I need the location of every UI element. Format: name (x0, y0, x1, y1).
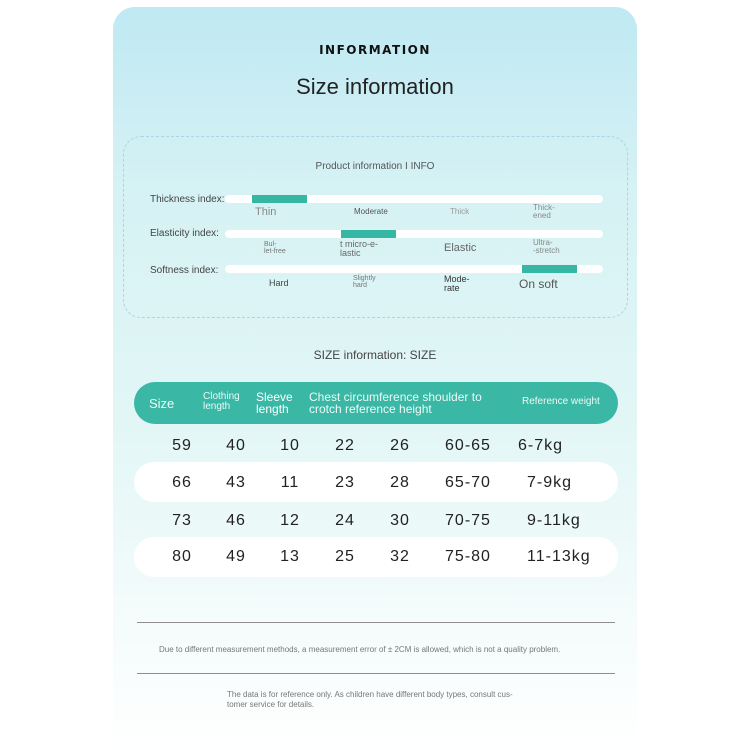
table-cell: 70-75 (445, 512, 491, 529)
thickness-index-track (225, 195, 603, 203)
thickness-option-thin: Thin (255, 206, 277, 218)
table-cell: 26 (390, 437, 410, 454)
header-chest-shoulder-crotch: Chest circumference shoulder to crotch reference height (309, 390, 482, 416)
elasticity-index-track (225, 230, 603, 238)
table-cell: 60-65 (445, 437, 491, 454)
softness-option-moderate: Mode- rate (444, 274, 470, 293)
header-size: Size (149, 396, 175, 411)
table-cell: 6-7kg (518, 437, 564, 454)
softness-index-track (225, 265, 603, 273)
thickness-index-label: Thickness index: (150, 194, 225, 205)
table-cell: 59 (172, 437, 192, 454)
brand-heading: INFORMATION (319, 43, 431, 57)
softness-option-hard: Hard (269, 278, 289, 288)
table-cell: 49 (226, 548, 246, 565)
elasticity-option-bullet-free: Bul- let-free (264, 241, 286, 255)
thickness-option-moderate: Moderate (354, 207, 388, 216)
table-cell: 13 (280, 548, 300, 565)
table-cell: 7-9kg (527, 474, 573, 491)
table-cell: 9-11kg (527, 512, 581, 529)
table-cell: 11 (280, 474, 300, 491)
softness-option-on-soft: On soft (519, 277, 558, 291)
table-cell: 22 (335, 437, 355, 454)
table-cell: 25 (335, 548, 355, 565)
product-info-title: Product information I INFO (315, 161, 435, 172)
softness-index-fill (522, 265, 577, 273)
divider (137, 673, 615, 674)
table-cell: 46 (226, 512, 246, 529)
table-cell: 43 (226, 474, 246, 491)
thickness-index-fill (252, 195, 307, 203)
softness-index-label: Softness index: (150, 265, 219, 276)
header-sleeve-length: Sleeve length (256, 390, 293, 416)
table-cell: 30 (390, 512, 410, 529)
table-cell: 12 (280, 512, 300, 529)
divider (137, 622, 615, 623)
thickness-option-thick: Thick (450, 207, 470, 216)
elasticity-option-ultra-stretch: Ultra- -stretch (533, 238, 560, 255)
reference-note: The data is for reference only. As children have different body types, consult cus- tomer service for details. (227, 690, 513, 709)
softness-option-slightly-hard: Slightly hard (353, 275, 376, 289)
size-table-title: SIZE information: SIZE (313, 348, 437, 362)
table-cell: 24 (335, 512, 355, 529)
table-cell: 23 (335, 474, 355, 491)
table-cell: 32 (390, 548, 410, 565)
elasticity-index-fill (341, 230, 396, 238)
size-table-header (134, 382, 618, 424)
table-cell: 10 (280, 437, 300, 454)
table-cell: 65-70 (445, 474, 491, 491)
elasticity-option-elastic: Elastic (444, 242, 477, 254)
measurement-note: Due to different measurement methods, a measurement error of ± 2CM is allowed, which is not a quality problem. (159, 645, 561, 654)
table-cell: 66 (172, 474, 192, 491)
elasticity-option-micro-elastic: t micro-e- lastic (340, 239, 378, 258)
table-cell: 73 (172, 512, 192, 529)
thickness-option-thickened: Thick- ened (533, 203, 555, 220)
table-cell: 11-13kg (527, 548, 591, 565)
table-cell: 40 (226, 437, 246, 454)
header-clothing-length: Clothing length (203, 391, 240, 412)
page-title: Size information (296, 74, 454, 99)
table-cell: 28 (390, 474, 410, 491)
table-cell: 80 (172, 548, 192, 565)
elasticity-index-label: Elasticity index: (150, 228, 219, 239)
header-reference-weight: Reference weight (522, 396, 600, 407)
table-cell: 75-80 (445, 548, 491, 565)
info-card (113, 7, 637, 750)
